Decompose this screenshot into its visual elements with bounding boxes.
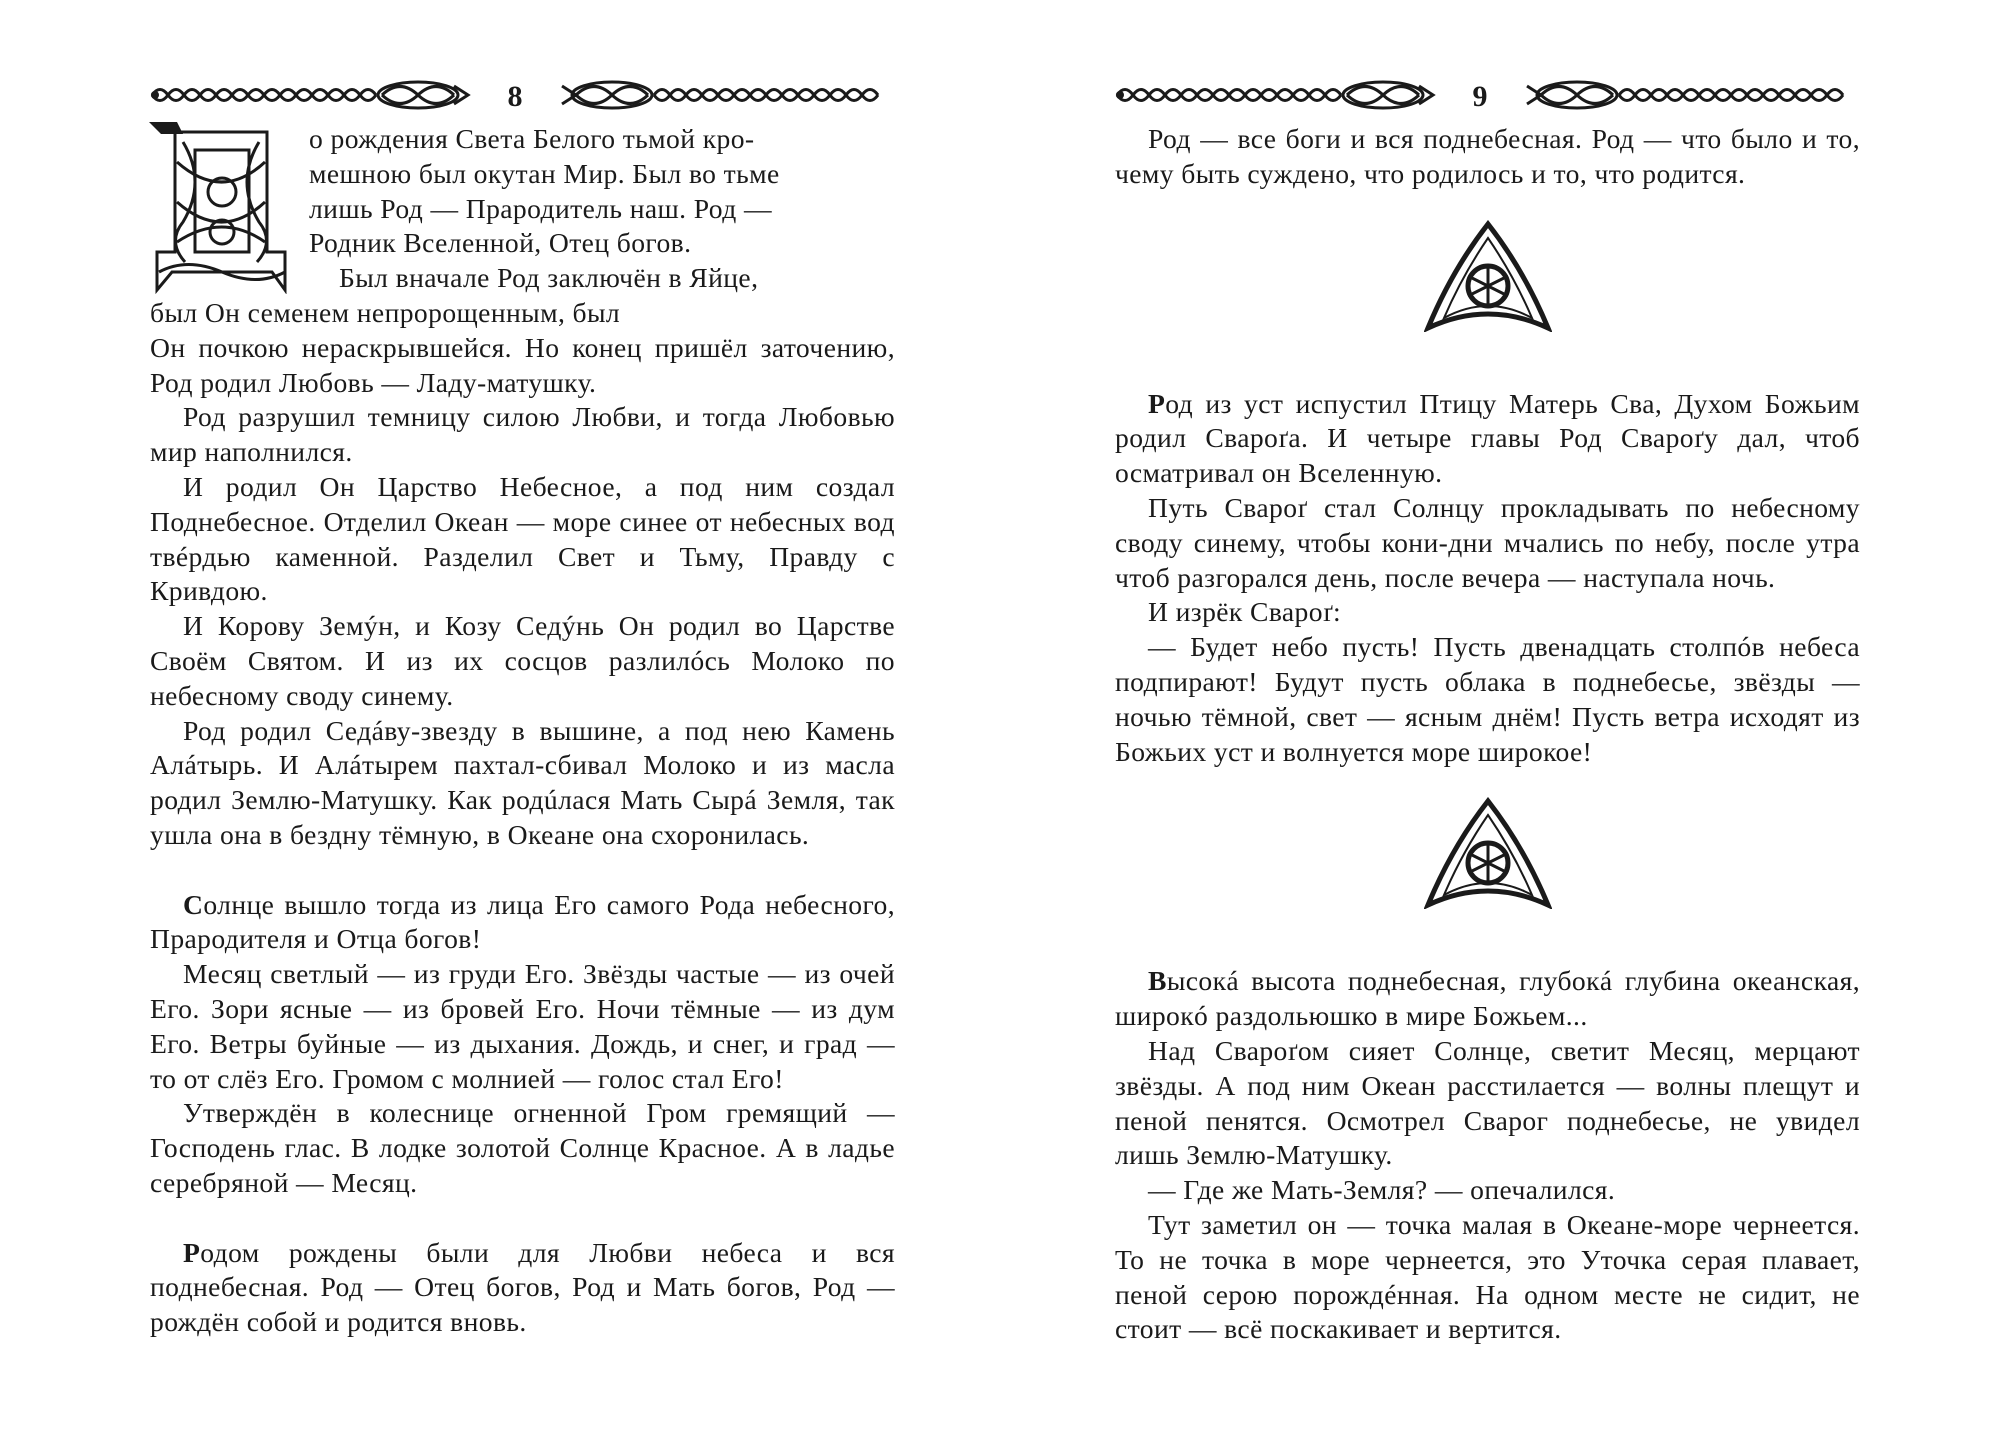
left-page [150,70,895,1340]
paragraph: — Где же Мать-Земля? — опечалился. [1148,1174,1616,1206]
text-line: мешною был окутан Мир. Был во тьме [309,157,780,189]
celtic-border-right-icon [1520,78,1845,112]
opening-line: о рождения Света Белого тьмой кро- [309,123,755,154]
section-paragraph [1115,387,1860,491]
page-number: 9 [1472,80,1488,113]
page-number: 8 [507,80,523,113]
paragraph: — Будет небо пусть! Пусть двенадцать столпóв небеса подпирают! Будут пусть облака в поднебесье, звёзды — ночью тёмной, свет — ясным днём! Пусть ветра исходят из Божьих уст и волнуется море широкое! [1115,631,1860,767]
celtic-border-left-icon [1115,78,1440,112]
paragraph: Над Свароґом сияет Солнце, светит Месяц, мерцают звёзды. А под ним Океан расстилается — волны плещут и пеной пенятся. Осмотрел Сварог поднебесье, не увидел лишь Землю-Матушку. [1115,1034,1860,1171]
right-page [1115,70,1860,1347]
text-line: лишь Род — Прародитель наш. Род — [309,192,772,224]
celtic-initial-d-icon [147,122,295,294]
paragraph: Месяц светлый — из груди Его. Звёзды частые — из очей Его. Зори ясные — из бровей Его. Ночи тёмные — из дум Его. Ветры буйные — из дыхания. Дождь, и снег, и град — то от слёз Его. Громом с молнией — голос стал Его! [150,958,895,1094]
page-header [150,70,895,122]
section-paragraph [1115,964,1860,1034]
divider-ornament [1115,192,1860,387]
paragraph: Род родил Седáву-звезду в вышине, а под нею Камень Алáтырь. И Алáтырем пахтал-сбивал Молоко и из масла родил Землю-Матушку. Как родúлася Мать Сырá Земля, так ушла она в бездну тёмную, в Океане она схоронилась. [150,714,895,850]
divider-ornament [1115,769,1860,964]
bold-initial: С [183,888,204,920]
celtic-border-left-icon [150,78,475,112]
paragraph: Путь Свароґ стал Солнцу прокладывать по небесному своду синему, чтобы кони-дни мчались по небу, после утра чтоб разгорался день, после вечера — наступала ночь. [1115,491,1860,593]
bold-initial: В [1148,965,1167,997]
paragraph: Род — все боги и вся поднебесная. Род — что было и то, чему быть суждено, что родилось и то, что родится. [1115,123,1860,189]
paragraph: И изрёк Свароґ: [1148,596,1342,628]
right-text [1115,122,1860,1347]
paragraph: Род разрушил темницу силою Любви, и тогда Любовью мир наполнился. [150,401,895,468]
text-line: Родник Вселенной, Отец богов. [309,227,692,259]
bold-initial: Р [1148,387,1166,419]
page-header [1115,70,1860,122]
paragraph: Он почкою нераскрывшейся. Но конец пришёл заточению, Род родил Любовь — Ладу-матушку. [150,331,895,398]
paragraph-text: од из уст испустил Птицу Матерь Сва, Духом Божьим родил Свароґа. И четыре главы Род Свароґу дал, чтоб осматривал он Вселенную. [1115,387,1860,489]
paragraph: И Корову Земýн, и Козу Седýнь Он родил во Царстве Своём Святом. И из их сосцов разлилóсь Молоко по небесному своду синему. [150,610,895,711]
paragraph-text: одом рождены были для Любви небеса и вся поднебесная. Род — Отец богов, Род и Мать богов, Род — рождён собой и родится вновь. [150,1236,895,1338]
section-paragraph [150,1236,895,1340]
celtic-triquetra-icon [1424,220,1552,332]
opening-paragraph [150,122,895,331]
section-paragraph [150,888,895,958]
celtic-border-right-icon [555,78,880,112]
left-text [150,122,895,1340]
bold-initial: Р [183,1236,201,1268]
paragraph-text: ысокá высота поднебесная, глубокá глубина океанская, широкó раздольюшко в мире Божьем... [1115,965,1860,1032]
celtic-triquetra-icon [1424,797,1552,909]
paragraph: Тут заметил он — точка малая в Океане-море чернеется. То не точка в море чернеется, это Уточка серая плавает, пеной серою порождéнная. На одном месте не сидит, не стоит — всё поскакивает и вертится. [1115,1208,1860,1345]
text-line: был Он семенем непророщенным, был [150,296,621,328]
paragraph: Утверждён в колеснице огненной Гром гремящий — Господень глас. В лодке золотой Солнце Красное. А в ладье серебряной — Месяц. [150,1097,895,1198]
paragraph: И родил Он Царство Небесное, а под ним создал Поднебесное. Отделил Океан — море синее от небесных вод твéрдью каменной. Разделил Свет и Тьму, Правду с Кривдою. [150,470,895,607]
text-line: Был вначале Род заключён в Яйце, [339,262,759,294]
paragraph-text: олнце вышло тогда из лица Его самого Рода небесного, Прародителя и Отца богов! [150,888,895,955]
